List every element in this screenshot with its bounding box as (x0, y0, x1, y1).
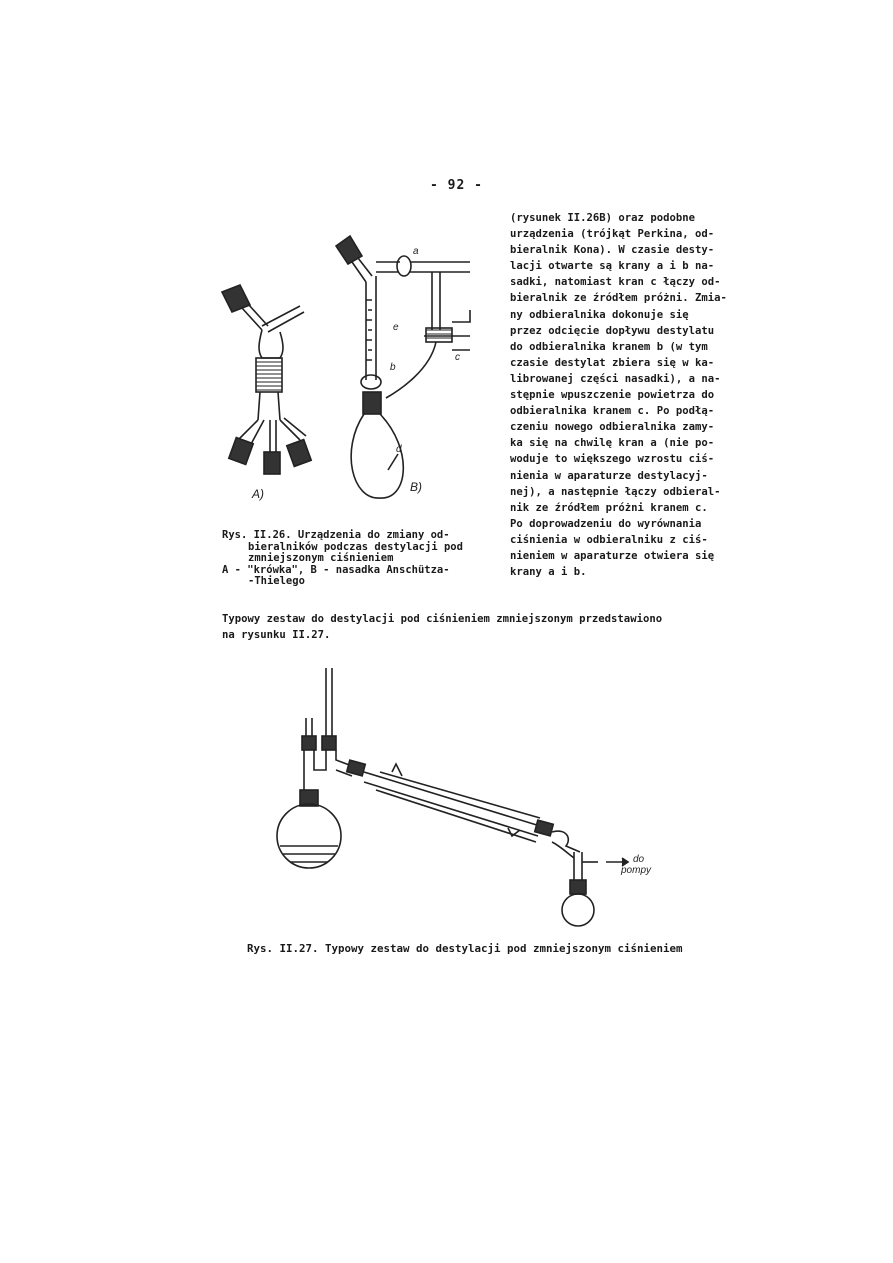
part-label-b: b (390, 362, 396, 373)
intro-paragraph (222, 611, 752, 643)
figure-26-label-a: A) (252, 487, 264, 501)
caption-line: -Thielego (248, 575, 305, 587)
figure-26-label-b: B) (410, 480, 422, 494)
text-line: urządzenia (trójkąt Perkina, od- (510, 228, 715, 241)
text-line: krany a i b. (510, 566, 587, 579)
text-line: do odbieralnika kranem b (w tym (510, 340, 708, 353)
caption-line: zmniejszonym ciśnieniem (248, 552, 394, 564)
figure-26-caption (222, 530, 492, 588)
pump-label-pompy: pompy (621, 865, 652, 876)
part-label-e: e (393, 322, 399, 333)
part-label-a: a (413, 246, 419, 257)
text-line: woduje to większego wzrostu ciś- (510, 453, 715, 466)
text-line: stępnie wpuszczenie powietrza do (510, 389, 715, 402)
paragraph-line: Typowy zestaw do destylacji pod ciśnieniem zmniejszonym przedstawiono (222, 613, 663, 625)
paragraph-line: na rysunku II.27. (222, 629, 331, 641)
text-line: przez odcięcie dopływu destylatu (510, 324, 715, 337)
caption-line: bieralników podczas destylacji pod (248, 540, 463, 553)
right-column-text (510, 210, 760, 580)
pump-label-do: do (633, 854, 645, 865)
part-label-c: c (455, 352, 460, 363)
text-line: sadki, natomiast kran c łączy od- (510, 276, 721, 289)
text-line: bieralnik ze źródłem próżni. Zmia- (510, 292, 727, 305)
caption-line: A - "krówka", B - nasadka Anschütza- (222, 563, 450, 576)
text-line: bieralnik Kona). W czasie desty- (510, 244, 715, 257)
text-line: (rysunek II.26B) oraz podobne (510, 212, 695, 224)
text-line: lacji otwarte są krany a i b na- (510, 260, 715, 273)
figure-27-caption: Rys. II.27. Typowy zestaw do destylacji pod zmniejszonym ciśnieniem (247, 942, 683, 955)
text-line: Po doprowadzeniu do wyrównania (510, 517, 702, 530)
text-line: librowanej części nasadki), a na- (510, 372, 721, 385)
text-line: ny odbieralnika dokonuje się (510, 308, 689, 321)
text-line: nieniem w aparaturze otwiera się (510, 549, 715, 562)
figure-27-apparatus-drawing (277, 668, 628, 926)
figure-26a-krowka-drawing (222, 285, 311, 474)
text-line: ciśnienia w odbieralniku z ciś- (510, 533, 708, 546)
text-line: nej), a następnie łączy odbieral- (510, 485, 721, 498)
caption-line: Rys. II.26. Urządzenia do zmiany od- (222, 529, 450, 541)
text-line: odbieralnika kranem c. Po podłą- (510, 405, 715, 418)
part-label-d: d (396, 444, 402, 455)
text-line: czeniu nowego odbieralnika zamy- (510, 421, 715, 434)
text-line: ka się na chwilę kran a (nie po- (510, 437, 715, 450)
text-line: czasie destylat zbiera się w ka- (510, 356, 715, 369)
page-number: - 92 - (430, 178, 483, 193)
text-line: nienia w aparaturze destylacyj- (510, 469, 708, 482)
text-line: nik ze źródłem próżni kranem c. (510, 501, 708, 514)
figure-26b-anschutz-drawing (336, 236, 470, 498)
